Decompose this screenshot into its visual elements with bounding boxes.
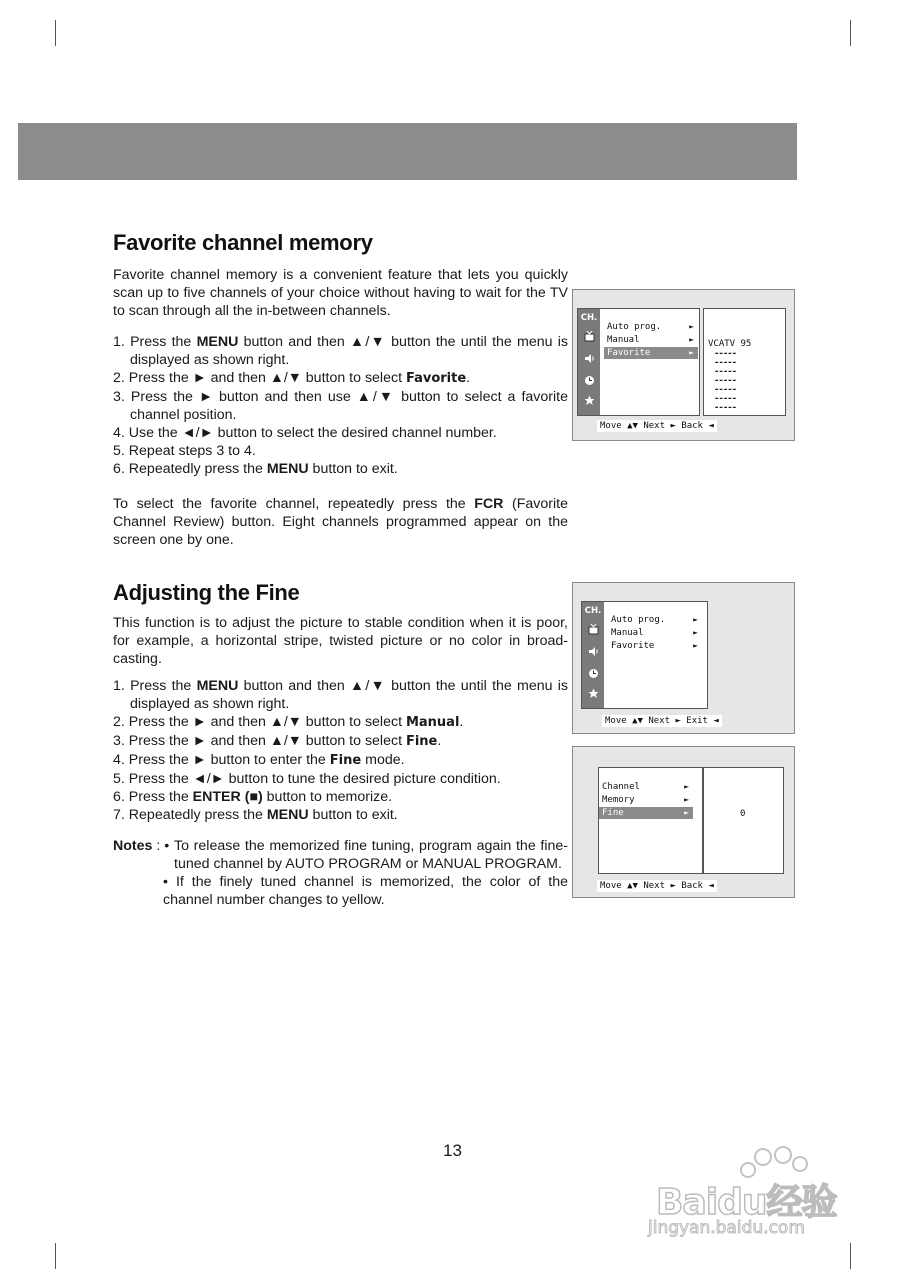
menu-item-auto-prog[interactable]: Auto prog. ► — [611, 615, 698, 625]
watermark-url: jingyan.baidu.com — [648, 1218, 805, 1238]
paw-toe — [792, 1156, 808, 1172]
list-item: 4. Press the ► button to enter the Fine mode. — [113, 752, 405, 768]
crop-mark — [55, 20, 56, 46]
channel-slot[interactable]: ----- — [714, 376, 737, 386]
list-item: 6. Press the ENTER (■) button to memorize. — [113, 789, 393, 805]
tv-icon — [588, 624, 599, 635]
crop-mark — [850, 1243, 851, 1269]
speaker-icon — [584, 353, 595, 364]
osd-footer: Move ▲▼ Next ► Back ◄ — [597, 880, 717, 892]
list-item: 4. Use the ◄/► button to select the desired channel number. — [113, 425, 497, 441]
fcr-paragraph: To select the favorite channel, repeatedly press the FCR (Favorite Channel Review) button. Eight channels programmed appear on the screen one by one. — [113, 496, 568, 548]
osd-footer: Move ▲▼ Next ► Back ◄ — [597, 420, 717, 432]
menu-item-favorite[interactable]: Favorite ► — [611, 641, 698, 651]
fine-steps — [113, 677, 568, 824]
channel-slot[interactable]: ----- — [714, 358, 737, 368]
section-title-fine: Adjusting the Fine — [113, 580, 300, 605]
clock-icon — [588, 668, 599, 679]
list-item: 2. Press the ► and then ▲/▼ button to select Favorite. — [113, 370, 471, 386]
list-item: 1. Press the MENU button and then ▲/▼ button the until the menu is displayed as shown right. — [113, 334, 569, 368]
list-item: 1. Press the MENU button and then ▲/▼ button the until the menu is displayed as shown right. — [113, 678, 569, 712]
menu-item-memory[interactable]: Memory ► — [602, 795, 689, 805]
channel-slot[interactable]: ----- — [714, 385, 737, 395]
list-item: 6. Repeatedly press the MENU button to exit. — [113, 461, 398, 477]
note-item: • If the finely tuned channel is memorized, the color of the channel number changes to yellow. — [163, 874, 568, 908]
favorite-steps — [113, 333, 568, 478]
menu-item-auto-prog[interactable]: Auto prog. ► — [607, 322, 694, 332]
channel-slot[interactable]: ----- — [714, 403, 737, 413]
osd-manual-panel — [598, 767, 703, 874]
fine-intro: This function is to adjust the picture to stable condition when it is poor, for example, a horizontal stripe, twisted picture or no color in broad-casting. — [113, 615, 568, 667]
osd-menu-panel — [577, 308, 700, 416]
fine-value-panel — [703, 767, 784, 874]
crop-mark — [55, 1243, 56, 1269]
osd-fine-screen — [572, 746, 795, 898]
header-banner — [18, 123, 797, 180]
section-title-favorite: Favorite channel memory — [113, 230, 373, 255]
star-settings-icon — [584, 395, 595, 406]
osd-footer: Move ▲▼ Next ► Exit ◄ — [602, 715, 722, 727]
channel-header: VCATV 95 — [708, 339, 752, 349]
channel-slot[interactable]: ----- — [714, 394, 737, 404]
note-item: To release the memorized fine tuning, program again the fine-tuned channel by AUTO PROGRAM or MANUAL PROGRAM. — [174, 838, 568, 872]
channel-slot[interactable]: ----- — [714, 349, 737, 359]
menu-item-favorite[interactable]: Favorite ► — [604, 347, 698, 359]
list-item: 5. Repeat steps 3 to 4. — [113, 443, 256, 459]
favorite-intro: Favorite channel memory is a convenient feature that lets you quickly scan up to five channels of your choice without having to wait for the TV to scan through all the in-between channels. — [113, 267, 568, 319]
list-item: 5. Press the ◄/► button to tune the desired picture condition. — [113, 771, 501, 787]
notes-label: Notes — [113, 838, 153, 854]
tv-icon — [584, 331, 595, 342]
osd-favorite-screen — [572, 289, 795, 441]
fine-value[interactable]: 0 — [740, 809, 746, 819]
baidu-watermark — [636, 1146, 846, 1246]
favorite-channel-panel — [703, 308, 786, 416]
osd-menu-panel — [581, 601, 708, 709]
menu-item-manual[interactable]: Manual ► — [611, 628, 698, 638]
star-settings-icon — [588, 688, 599, 699]
ch-sidebar: CH. — [582, 602, 604, 708]
menu-item-fine[interactable]: Fine ► — [599, 807, 693, 819]
clock-icon — [584, 375, 595, 386]
paw-toe — [774, 1146, 792, 1164]
menu-item-channel[interactable]: Channel ► — [602, 782, 689, 792]
list-item: 7. Repeatedly press the MENU button to exit. — [113, 807, 398, 823]
list-item: 3. Press the ► button and then use ▲/▼ button to select a favorite channel position. — [113, 389, 568, 423]
crop-mark — [850, 20, 851, 46]
channel-slot[interactable]: ----- — [714, 367, 737, 377]
ch-sidebar: CH. — [578, 309, 600, 415]
list-item: 3. Press the ► and then ▲/▼ button to select Fine. — [113, 733, 442, 749]
list-item: 2. Press the ► and then ▲/▼ button to select Manual. — [113, 714, 464, 730]
watermark-logo: Baidu经验 — [656, 1182, 837, 1223]
notes-block: Notes : • To release the memorized fine tuning, program again the fine-tuned channel by AUTO PROGRAM or MANUAL PROGRAM. • If the finely tuned channel is memorized, the color of the channel number changes to yellow. — [113, 838, 568, 908]
osd-channel-menu-screen — [572, 582, 795, 734]
speaker-icon — [588, 646, 599, 657]
menu-item-manual[interactable]: Manual ► — [607, 335, 694, 345]
page-number: 13 — [443, 1141, 462, 1160]
paw-toe — [754, 1148, 772, 1166]
